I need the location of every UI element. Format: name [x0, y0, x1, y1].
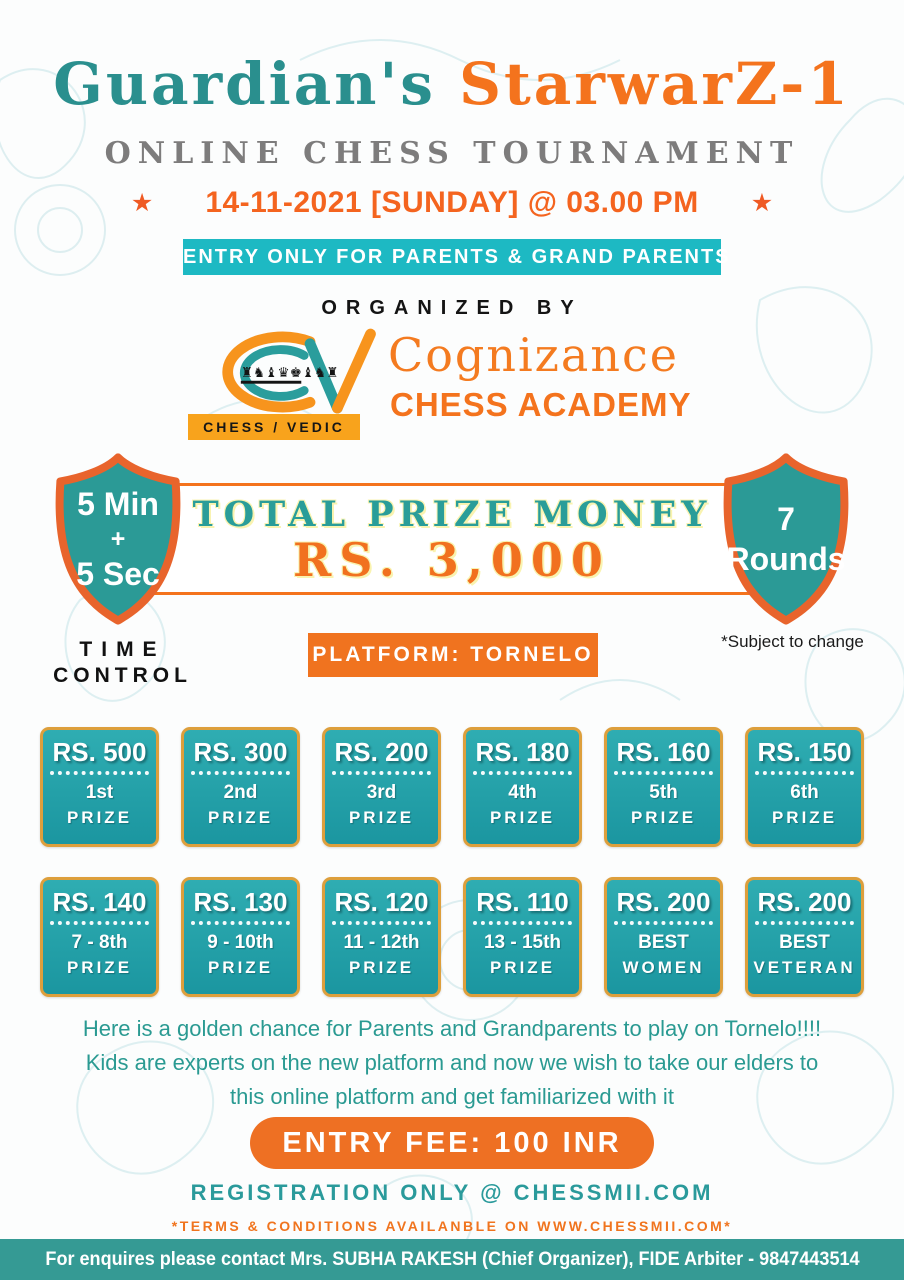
prize-card	[604, 727, 723, 847]
dotted-divider	[473, 921, 572, 925]
prize-card	[463, 727, 582, 847]
cv-logo-icon	[195, 328, 390, 416]
entry-fee-banner: ENTRY FEE: 100 INR	[250, 1117, 654, 1169]
title-part-starwarz: StarwarZ-1	[459, 50, 851, 118]
star-icon: ★	[750, 188, 774, 217]
rounds-count: 7	[777, 501, 795, 537]
description-line-2: Kids are experts on the new platform and now we wish to take our elders to	[85, 1050, 819, 1075]
time-minutes: 5 Min	[77, 486, 159, 522]
prize-card	[181, 877, 300, 997]
star-icon: ★	[130, 188, 154, 217]
rounds-shield	[706, 450, 866, 628]
chess-pieces-icon: ♜♞♝♛♚♝♞♜	[240, 364, 339, 380]
page-title	[0, 50, 904, 118]
prize-amount: RS. 500	[52, 737, 147, 767]
prize-amount: RS. 200	[616, 887, 711, 917]
organizer-logo-block	[150, 326, 754, 446]
platform-banner: PLATFORM: TORNELO	[308, 633, 598, 677]
prize-card	[181, 727, 300, 847]
prize-card	[604, 877, 723, 997]
prize-rank: 1st	[85, 782, 114, 803]
contact-text: For enquires please contact Mrs. SUBHA RAKESH (Chief Organizer), FIDE Arbiter - 9847443514	[44, 1249, 860, 1270]
prize-rank: BEST	[779, 932, 830, 953]
total-prize-label: TOTAL PRIZE MONEY	[192, 494, 712, 535]
prize-rank: 7 - 8th	[71, 932, 128, 953]
prize-rank: 3rd	[366, 782, 397, 803]
contact-footer	[0, 1239, 904, 1280]
prize-amount: RS. 150	[757, 737, 852, 767]
prize-cards-row-2	[40, 877, 864, 997]
time-control-text	[38, 450, 198, 628]
prize-rank-word: PRIZE	[489, 958, 556, 977]
dotted-divider	[50, 771, 149, 775]
prize-card	[322, 877, 441, 997]
entry-restriction-banner: ENTRY ONLY FOR PARENTS & GRAND PARENTS	[183, 239, 721, 275]
prize-amount: RS. 140	[52, 887, 147, 917]
prize-rank: 13 - 15th	[483, 932, 562, 953]
prize-card	[40, 727, 159, 847]
event-date: 14-11-2021 [SUNDAY] @ 03.00 PM	[205, 186, 699, 219]
dotted-divider	[755, 771, 854, 775]
subject-to-change-note: *Subject to change	[721, 632, 864, 651]
prize-amount: RS. 160	[616, 737, 711, 767]
prize-rank-word: PRIZE	[207, 808, 274, 827]
prize-amount: RS. 300	[193, 737, 288, 767]
terms-note: *TERMS & CONDITIONS AVAILANBLE ON WWW.CHESSMII.COM*	[171, 1218, 733, 1234]
cv-logo-caption: CHESS / VEDIC	[188, 414, 360, 440]
prize-rank-word: PRIZE	[348, 808, 415, 827]
plus-sign: +	[110, 525, 126, 553]
prize-amount: RS. 180	[475, 737, 570, 767]
prize-amount: RS. 200	[757, 887, 852, 917]
prize-cards-row-1	[40, 727, 864, 847]
prize-rank: 2nd	[223, 782, 258, 803]
prize-rank-word: PRIZE	[489, 808, 556, 827]
total-prize-amount: RS. 3,000	[293, 533, 611, 587]
dotted-divider	[473, 771, 572, 775]
prize-rank-word: PRIZE	[348, 958, 415, 977]
prize-amount: RS. 120	[334, 887, 429, 917]
dotted-divider	[614, 921, 713, 925]
organizer-subname: CHESS ACADEMY	[390, 386, 692, 423]
organized-by-label: ORGANIZED BY	[321, 297, 583, 319]
prize-amount: RS. 200	[334, 737, 429, 767]
prize-rank-word: PRIZE	[207, 958, 274, 977]
organizer-name: Cognizance	[388, 328, 679, 382]
rounds-word: Rounds	[726, 541, 846, 577]
prize-rank-word: VETERAN	[753, 958, 856, 977]
prize-rank: 11 - 12th	[343, 932, 420, 953]
time-control-shield	[38, 450, 198, 628]
prize-card	[463, 877, 582, 997]
title-part-guardians: Guardian's	[53, 50, 460, 118]
date-row	[0, 186, 904, 220]
prize-amount: RS. 130	[193, 887, 288, 917]
dotted-divider	[191, 771, 290, 775]
prize-rank-word: PRIZE	[630, 808, 697, 827]
dotted-divider	[332, 771, 431, 775]
prize-rank: 4th	[508, 782, 537, 803]
description-line-3: this online platform and get familiarized with it	[230, 1084, 674, 1109]
description-paragraph	[0, 1012, 904, 1114]
dotted-divider	[614, 771, 713, 775]
prize-rank: 9 - 10th	[207, 932, 274, 953]
prize-card	[40, 877, 159, 997]
dotted-divider	[191, 921, 290, 925]
prize-rank: BEST	[638, 932, 689, 953]
prize-rank: 5th	[649, 782, 678, 803]
description-line-1: Here is a golden chance for Parents and Grandparents to play on Tornelo!!!!	[82, 1016, 822, 1041]
prize-rank-word: WOMEN	[622, 958, 705, 977]
time-control-label: TIME CONTROL	[53, 638, 192, 687]
subtitle: ONLINE CHESS TOURNAMENT	[104, 136, 800, 171]
rounds-text	[706, 450, 866, 628]
dotted-divider	[50, 921, 149, 925]
prize-rank-word: PRIZE	[66, 958, 133, 977]
registration-info: REGISTRATION ONLY @ CHESSMII.COM	[190, 1180, 714, 1205]
time-seconds: 5 Sec	[76, 556, 160, 592]
prize-rank-word: PRIZE	[771, 808, 838, 827]
prize-card	[745, 727, 864, 847]
prize-rank: 6th	[790, 782, 819, 803]
dotted-divider	[332, 921, 431, 925]
dotted-divider	[755, 921, 854, 925]
prize-amount: RS. 110	[476, 887, 569, 917]
prize-card	[745, 877, 864, 997]
prize-card	[322, 727, 441, 847]
prize-rank-word: PRIZE	[66, 808, 133, 827]
